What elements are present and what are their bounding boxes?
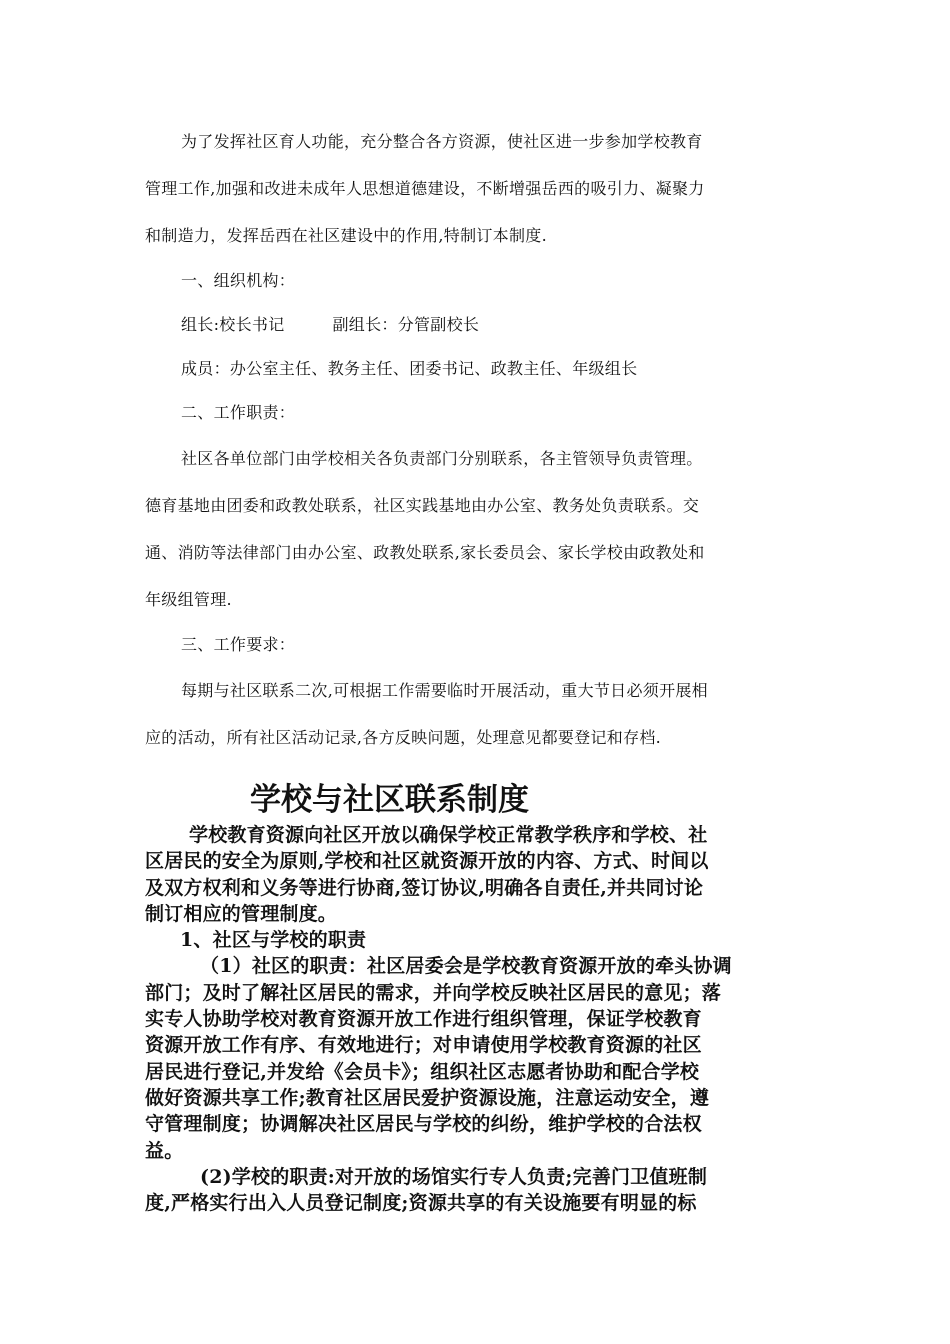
- section-heading-duties: 二、工作职责：: [181, 403, 296, 422]
- requirements-line: 应的活动，所有社区活动记录,各方反映问题，处理意见都要登记和存档.: [145, 728, 662, 747]
- community-duty-line: 资源开放工作有序、有效地进行；对申请使用学校教育资源的社区: [145, 1034, 702, 1057]
- community-duty-line: 居民进行登记,并发给《会员卡》；组织社区志愿者协助和配合学校: [145, 1060, 700, 1083]
- intro-line: 和制造力，发挥岳西在社区建设中的作用,特制订本制度.: [145, 226, 547, 245]
- section-heading-organization: 一、组织机构：: [181, 271, 296, 290]
- members-line: 成员：办公室主任、教务主任、团委书记、政教主任、年级组长: [181, 359, 638, 378]
- duties-line: 通、消防等法律部门由办公室、政教处联系,家长委员会、家长学校由政教处和: [145, 543, 705, 562]
- section-heading-responsibilities: 1、社区与学校的职责: [180, 929, 367, 952]
- school-community-regulations: [145, 118, 810, 761]
- community-duty-line: 做好资源共享工作;教育社区居民爱护资源设施，注意运动安全，遵: [145, 1086, 710, 1109]
- community-duty-line: 守管理制度；协调解决社区居民与学校的纠纷，维护学校的合法权: [145, 1113, 702, 1136]
- community-duty-line: （1）社区的职责：社区居委会是学校教育资源开放的牵头协调: [200, 955, 732, 978]
- school-duty-line: 度,严格实行出入人员登记制度;资源共享的有关设施要有明显的标: [145, 1192, 697, 1215]
- leader-line: [145, 303, 810, 347]
- intro-line: 为了发挥社区育人功能，充分整合各方资源，使社区进一步参加学校教育: [181, 132, 703, 151]
- duties-line: 年级组管理.: [145, 590, 232, 609]
- community-duty-line: 益。: [145, 1139, 184, 1162]
- requirements-line: 每期与社区联系二次,可根据工作需要临时开展活动，重大节日必须开展相: [181, 681, 708, 700]
- intro-line: 管理工作,加强和改进未成年人思想道德建设，不断增强岳西的吸引力、凝聚力: [145, 179, 705, 198]
- community-duty-line: 部门；及时了解社区居民的需求，并向学校反映社区居民的意见；落: [145, 981, 722, 1004]
- duties-line: 社区各单位部门由学校相关各负责部门分别联系，各主管领导负责管理。: [181, 449, 703, 468]
- school-duty-line: (2)学校的职责:对开放的场馆实行专人负责;完善门卫值班制: [200, 1165, 708, 1188]
- community-duty-line: 实专人协助学校对教育资源开放工作进行组织管理，保证学校教育: [145, 1008, 702, 1031]
- lower-intro-line: 学校教育资源向社区开放以确保学校正常教学秩序和学校、社: [189, 824, 708, 846]
- deputy-text: 副组长：分管副校长: [332, 315, 480, 334]
- community-liaison-regulations: [145, 822, 805, 1216]
- lower-intro-line: 制订相应的管理制度。: [145, 902, 338, 925]
- duties-line: 德育基地由团委和政教处联系，社区实践基地由办公室、教务处负责联系。交: [145, 496, 700, 515]
- section-heading-requirements: 三、工作要求：: [181, 635, 296, 654]
- document-title: 学校与社区联系制度: [250, 782, 529, 818]
- lower-intro-line: 及双方权利和义务等进行协商,签订协议,明确各自责任,并共同讨论: [145, 876, 704, 899]
- lower-intro-line: 区居民的安全为原则,学校和社区就资源开放的内容、方式、时间以: [145, 850, 709, 873]
- leader-text: 组长:校长书记: [181, 315, 285, 334]
